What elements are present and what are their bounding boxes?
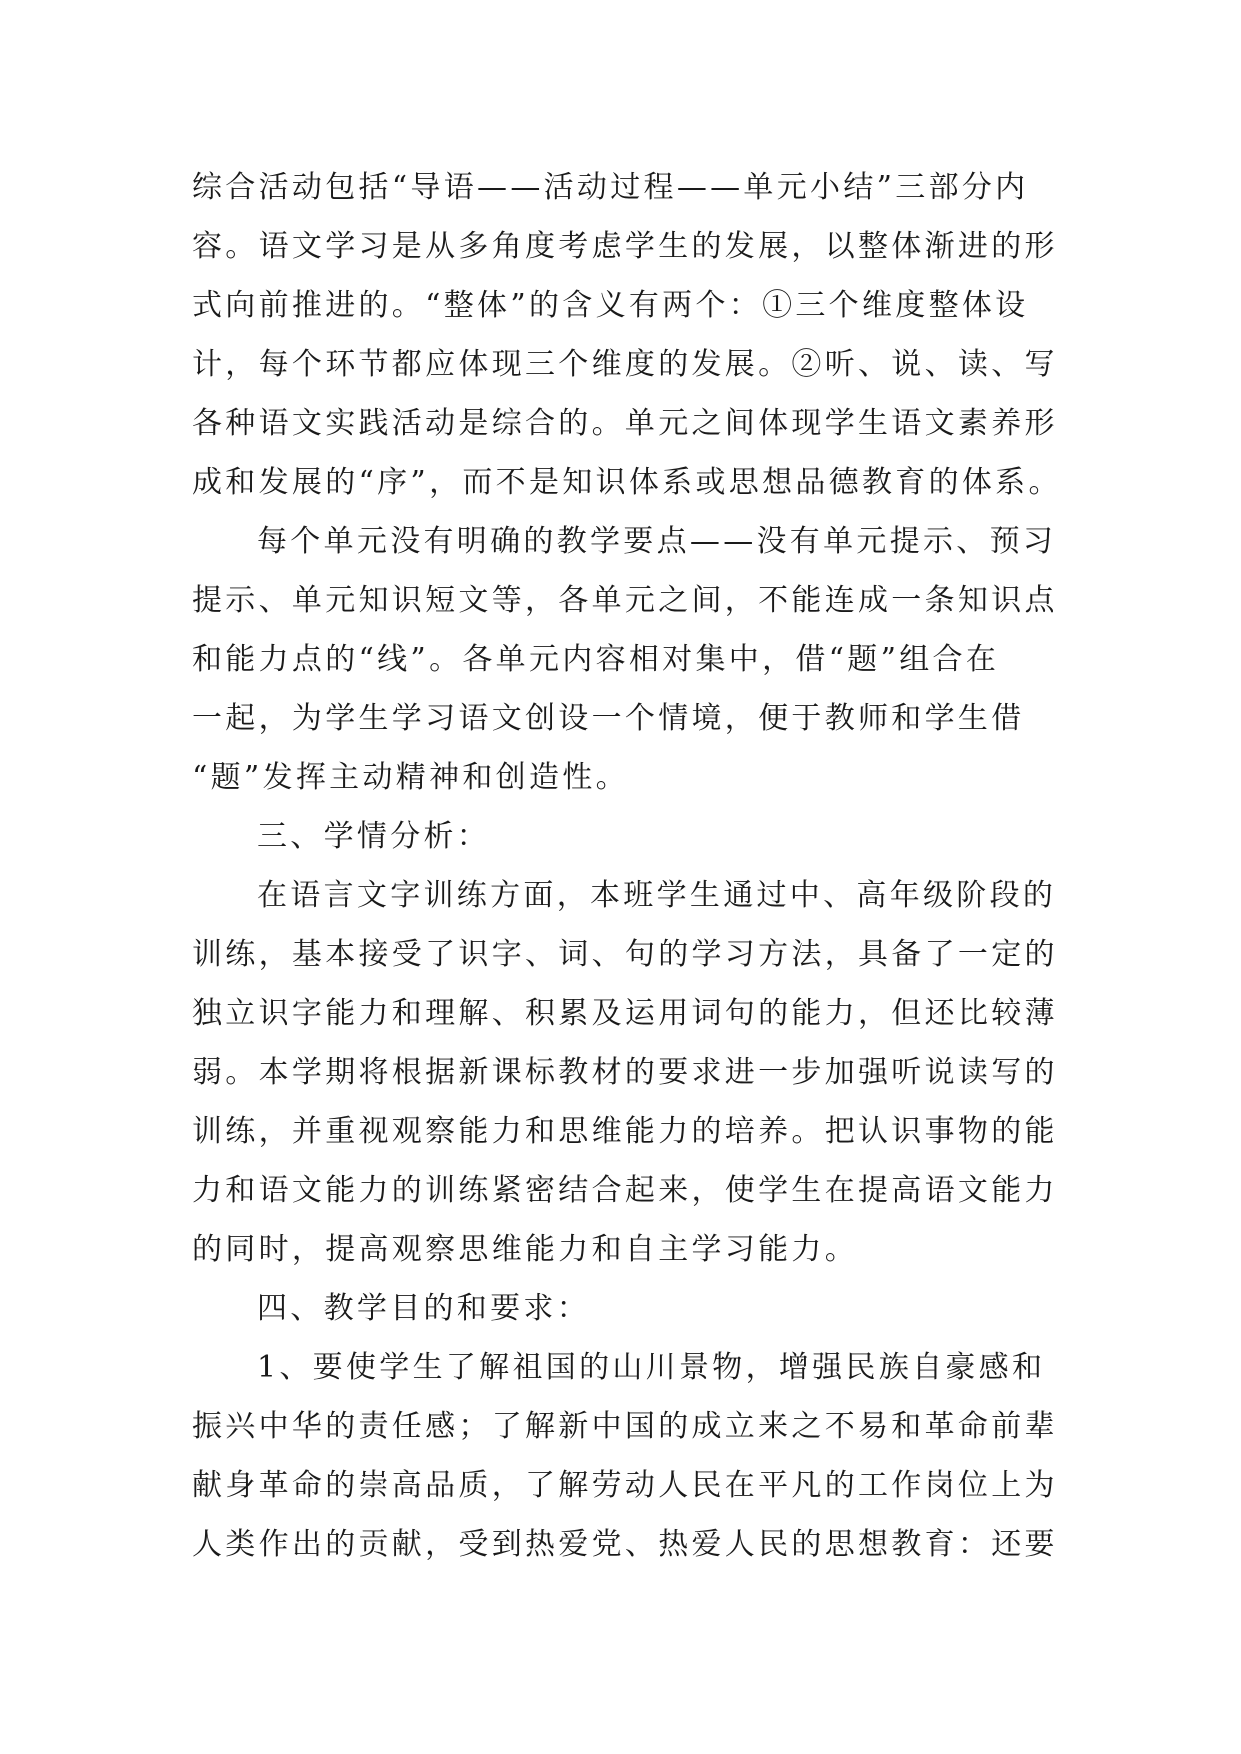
text-line: 综合活动包括“导语——活动过程——单元小结”三部分内 bbox=[192, 170, 1029, 205]
text-line: 人类作出的贡献，受到热爱党、热爱人民的思想教育：还要 bbox=[192, 1527, 1058, 1562]
text-line: 提示、单元知识短文等，各单元之间，不能连成一条知识点 bbox=[192, 583, 1058, 618]
text-line: 弱。本学期将根据新课标教材的要求进一步加强听说读写的 bbox=[192, 1055, 1058, 1090]
text-line: 的同时，提高观察思维能力和自主学习能力。 bbox=[192, 1232, 858, 1267]
text-line: 1、要使学生了解祖国的山川景物，增强民族自豪感和 bbox=[257, 1350, 1046, 1385]
paragraph bbox=[192, 1338, 1058, 1574]
paragraph bbox=[192, 866, 1058, 1279]
text-line: 独立识字能力和理解、积累及运用词句的能力，但还比较薄 bbox=[192, 996, 1058, 1031]
text-line: 力和语文能力的训练紧密结合起来，使学生在提高语文能力 bbox=[192, 1173, 1058, 1208]
text-line: 成和发展的“序”，而不是知识体系或思想品德教育的体系。 bbox=[192, 465, 1062, 500]
text-line: 一起，为学生学习语文创设一个情境，便于教师和学生借 bbox=[192, 701, 1025, 736]
text-line: 振兴中华的责任感；了解新中国的成立来之不易和革命前辈 bbox=[192, 1409, 1058, 1444]
paragraph bbox=[192, 158, 1062, 512]
text-line: 和能力点的“线”。各单元内容相对集中，借“题”组合在 bbox=[192, 642, 1000, 677]
text-line: 式向前推进的。“整体”的含义有两个：①三个维度整体设 bbox=[192, 288, 1029, 323]
text-line: 在语言文字训练方面，本班学生通过中、高年级阶段的 bbox=[257, 878, 1057, 913]
text-line: 每个单元没有明确的教学要点——没有单元提示、预习 bbox=[257, 524, 1057, 559]
text-line: 三、学情分析： bbox=[257, 819, 491, 854]
document-body bbox=[192, 158, 1062, 1574]
section-heading bbox=[192, 807, 1052, 866]
section-heading bbox=[192, 1279, 1052, 1338]
text-line: 训练，并重视观察能力和思维能力的培养。把认识事物的能 bbox=[192, 1114, 1058, 1149]
text-line: 四、教学目的和要求： bbox=[257, 1291, 590, 1326]
text-line: 计，每个环节都应体现三个维度的发展。②听、说、读、写 bbox=[192, 347, 1058, 382]
text-line: 容。语文学习是从多角度考虑学生的发展，以整体渐进的形 bbox=[192, 229, 1058, 264]
paragraph bbox=[192, 512, 1058, 807]
text-line: 训练，基本接受了识字、词、句的学习方法，具备了一定的 bbox=[192, 937, 1058, 972]
text-line: 各种语文实践活动是综合的。单元之间体现学生语文素养形 bbox=[192, 406, 1058, 441]
text-line: 献身革命的崇高品质，了解劳动人民在平凡的工作岗位上为 bbox=[192, 1468, 1058, 1503]
text-line: “题”发挥主动精神和创造性。 bbox=[192, 760, 629, 795]
